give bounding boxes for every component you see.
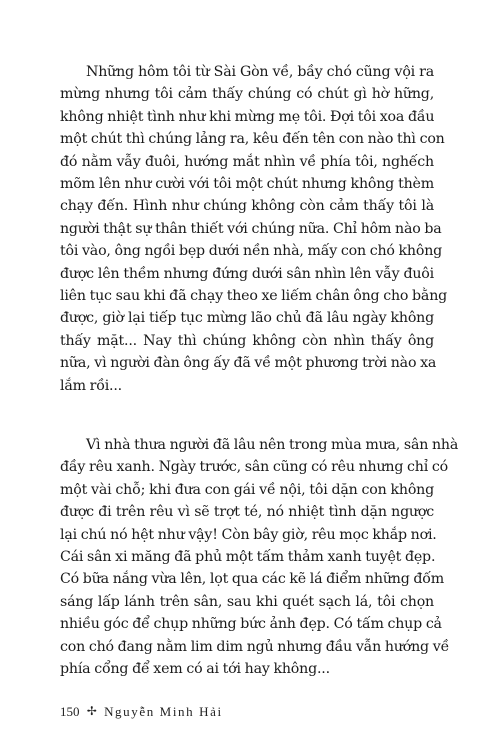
text-line: được, giờ lại tiếp tục mừng lão chủ đã lâu ngày không — [60, 310, 434, 327]
ornament-icon: ✢ — [86, 704, 97, 718]
text-line: chạy đến. Hình như chúng không còn cảm thấy tôi là — [60, 198, 434, 215]
author-name: Nguyễn Minh Hải — [104, 704, 223, 719]
text-line: không nhiệt tình như khi mừng mẹ tôi. Đợi tôi xoa đầu — [60, 108, 435, 125]
text-line: mừng nhưng tôi cảm thấy chúng có chút gì hờ hững, — [60, 86, 434, 103]
text-line: đầy rêu xanh. Ngày trước, sân cũng có rêu nhưng chỉ có — [60, 459, 448, 476]
text-line: Vì nhà thưa người đã lâu nên trong mùa mưa, sân nhà — [86, 437, 459, 453]
page-number: 150 — [60, 704, 80, 719]
text-line: được lên thềm nhưng đứng dưới sân nhìn lên vẫy đuôi — [60, 265, 434, 282]
text-line: một chút thì chúng lảng ra, kêu đến tên con nào thì con — [60, 131, 445, 148]
paragraph-2 — [60, 434, 459, 680]
text-line: con chó đang nằm lim dim ngủ nhưng đầu vẫn hướng về — [60, 638, 450, 655]
text-line: phía cổng để xem có ai tới hay không... — [60, 661, 330, 678]
text-line: Những hôm tôi từ Sài Gòn về, bầy chó cũng vội ra — [86, 64, 434, 80]
text-line: liên tục sau khi đã chạy theo xe liếm chân ông cho bằng — [60, 288, 448, 305]
text-line: người thật sự thân thiết với chúng nữa. Chỉ hôm nào ba — [60, 220, 442, 237]
page-footer — [60, 704, 223, 720]
text-line: thấy mặt... Nay thì chúng không còn nhìn thấy ông — [60, 332, 434, 349]
text-line: một vài chỗ; khi đưa con gái về nội, tôi dặn con không — [60, 481, 434, 498]
text-line: được đi trên rêu vì sẽ trợt té, nó nhiệt tình dặn ngược — [60, 504, 434, 521]
text-line: đó nằm vẫy đuôi, hướng mắt nhìn về phía tôi, nghếch — [60, 153, 434, 170]
text-line: lắm rồi... — [60, 377, 122, 394]
text-line: nữa, vì người đàn ông ấy đã về một phương trời nào xa — [60, 355, 437, 372]
text-line: nhiều góc để chụp những bức ảnh đẹp. Có tấm chụp cả — [60, 616, 442, 633]
paragraph-1 — [60, 61, 448, 397]
text-line: sáng lấp lánh trên sân, sau khi quét sạch lá, tôi chọn — [60, 593, 434, 610]
text-line: tôi vào, ông ngồi bẹp dưới nền nhà, mấy con chó không — [60, 243, 443, 260]
text-line: Cái sân xi măng đã phủ một tấm thảm xanh tuyệt đẹp. — [60, 549, 436, 566]
text-line: mõm lên như cười với tôi một chút nhưng không thèm — [60, 176, 434, 193]
text-line: lại chú nó hệt như vậy! Còn bây giờ, rêu mọc khắp nơi. — [60, 526, 437, 543]
text-line: Có bữa nắng vừa lên, lọt qua các kẽ lá điểm những đốm — [60, 571, 445, 588]
